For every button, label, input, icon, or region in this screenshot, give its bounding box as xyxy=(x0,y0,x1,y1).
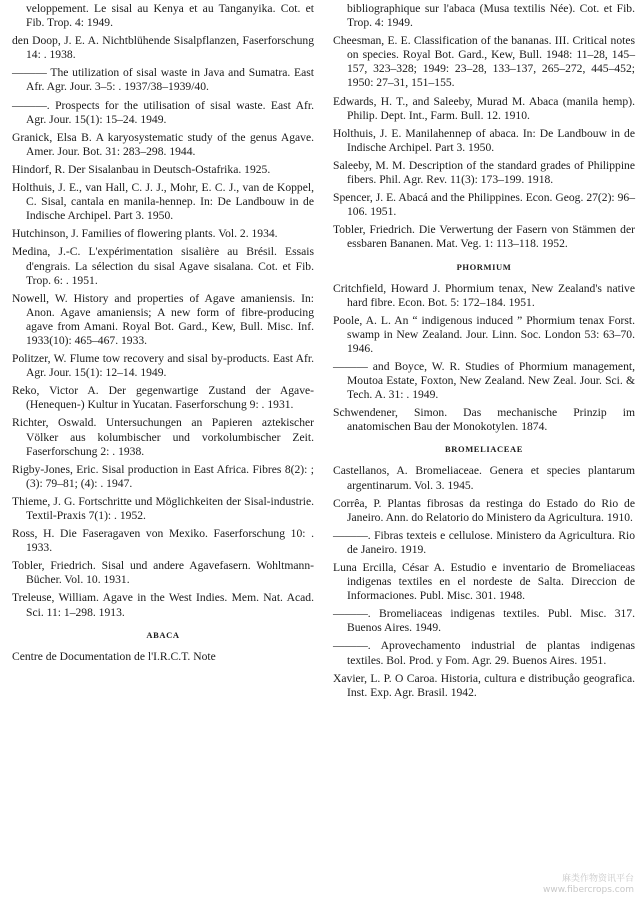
bibliography-entry: Centre de Documentation de l'I.R.C.T. Note xyxy=(12,649,216,663)
bibliography-entry-continuation: veloppement. Le sisal au Kenya et au Tanganyika. Cot. et Fib. Trop. 4: 1949. xyxy=(26,2,314,30)
bibliography-entry: ———. Fibras texteis e cellulose. Ministero da Agricultura. Rio de Janeiro. 1919. xyxy=(333,528,635,556)
bibliography-entry: Xavier, L. P. O Caroa. Historia, cultura e distribuçåo geografica. Inst. Exp. Agr. Brasil. 1942. xyxy=(333,671,635,699)
bibliography-entry: Holthuis, J. E. Manilahennep of abaca. In: De Landbouw in de Indische Archipel. Part 3. 1950. xyxy=(333,126,635,154)
bibliography-entry: Hindorf, R. Der Sisalanbau in Deutsch-Ostafrika. 1925. xyxy=(12,162,271,176)
bibliography-entry: Holthuis, J. E., van Hall, C. J. J., Mohr, E. C. J., van de Koppel, C. Sisal, cantala en manila-hennep. In: De Landbouw in de Indische Archipel. Part 3. 1950. xyxy=(12,181,314,223)
bibliography-entry: Granick, Elsa B. A karyosystematic study of the genus Agave. Amer. Jour. Bot. 31: 283–298. 1944. xyxy=(12,130,314,158)
section-heading: BROMELIACEAE xyxy=(444,444,524,455)
bibliography-entry: Richter, Oswald. Untersuchungen an Papieren aztekischer Völker aus kolumbischer und vorkolumbischer Zeit. Faserforschung 2: . 1938. xyxy=(12,416,314,458)
site-watermark xyxy=(543,874,634,896)
bibliography-entry: Rigby-Jones, Eric. Sisal production in East Africa. Fibres 8(2): ; (3): 79–81; (4): . 1947. xyxy=(12,462,314,490)
bibliography-entry: Hutchinson, J. Families of flowering plants. Vol. 2. 1934. xyxy=(12,227,278,241)
bibliography-entry: Corrêa, P. Plantas fibrosas da restinga do Estado do Rio de Janeiro. Ann. do Relatorio do Ministero da Agricultura. 1910. xyxy=(333,496,635,524)
bibliography-entry: Tobler, Friedrich. Die Verwertung der Fasern von Stämmen der essbaren Bananen. Mat. Veg. 1: 113–118. 1952. xyxy=(333,223,635,251)
bibliography-entry: Tobler, Friedrich. Sisal und andere Agavefasern. Wohltmann-Bücher. Vol. 10. 1931. xyxy=(12,559,314,587)
bibliography-entry: den Doop, J. E. A. Nichtblühende Sisalpflanzen, Faserforschung 14: . 1938. xyxy=(12,34,314,62)
bibliography-entry: Schwendener, Simon. Das mechanische Prinzip im anatomischen Bau der Monokotylen. 1874. xyxy=(333,406,635,434)
left-column xyxy=(12,2,314,668)
right-column xyxy=(333,2,635,704)
bibliography-entry: Spencer, J. E. Abacá and the Philippines. Econ. Geog. 27(2): 96–106. 1951. xyxy=(333,191,635,219)
section-heading: PHORMIUM xyxy=(456,261,512,272)
bibliography-entry: ——— and Boyce, W. R. Studies of Phormium management, Moutoa Estate, Foxton, New Zealand. New Zeal. Jour. Sci. & Tech. A. 31: . 1949. xyxy=(333,359,635,402)
bibliography-entry: Ross, H. Die Faseragaven von Mexiko. Faserforschung 10: . 1933. xyxy=(12,527,314,555)
bibliography-entry: Saleeby, M. M. Description of the standard grades of Philippine fibers. Phil. Agr. Rev. 11(3): 173–199. 1918. xyxy=(333,158,635,187)
watermark-line-1: 麻类作物资讯平台 xyxy=(561,874,634,884)
bibliography-entry: Treleuse, William. Agave in the West Indies. Mem. Nat. Acad. Sci. 11: 1–298. 1913. xyxy=(12,591,314,619)
bibliography-entry: Nowell, W. History and properties of Agave amaniensis. In: Anon. Agave amaniensis; A new form of fibre-producing agave from Amani. Royal Bot. Gard., Kew, Bull. Misc. Inf. 1933(10): 465–467. 1933. xyxy=(12,291,314,347)
bibliography-entry-continuation: bibliographique sur l'abaca (Musa textilis Née). Cot. et Fib. Trop. 4: 1949. xyxy=(347,2,635,30)
bibliography-entry: Cheesman, E. E. Classification of the bananas. III. Critical notes on species. Royal Bot. Gard., Kew, Bull. 1948: 11–28, 145–157, 323–328; 1949: 23–28, 133–137, 265–272, 445–452; 1950: 27–31, 151–155. xyxy=(333,34,635,90)
bibliography-entry: ———. Bromeliaceas indigenas textiles. Publ. Misc. 317. Buenos Aires. 1949. xyxy=(333,607,635,635)
watermark-line-2: www.fibercrops.com xyxy=(543,885,634,895)
bibliography-entry: ———. Prospects for the utilisation of sisal waste. East Afr. Agr. Jour. 15(1): 15–24. 1949. xyxy=(12,98,314,126)
bibliography-entry: Luna Ercilla, César A. Estudio e inventario de Bromeliaceas indigenas textiles en el nordeste de Salta. Direccion de Informaciones. Publ. Misc. 301. 1948. xyxy=(333,561,635,603)
bibliography-entry: ——— The utilization of sisal waste in Java and Sumatra. East Afr. Agr. Jour. 3–5: . 1937/38–1939/40. xyxy=(12,66,314,94)
section-heading: ABACA xyxy=(146,629,180,640)
bibliography-entry: Critchfield, Howard J. Phormium tenax, New Zealand's native hard fibre. Econ. Bot. 5: 172–184. 1951. xyxy=(333,281,635,309)
bibliography-entry: Thieme, J. G. Fortschritte und Möglichkeiten der Sisal-industrie. Textil-Praxis 7(1): . 1952. xyxy=(12,494,314,522)
bibliography-entry: ———. Aprovechamento industrial de plantas indigenas textiles. Bol. Prod. y Fom. Agr. 29. Buenos Aires. 1951. xyxy=(333,639,635,667)
bibliography-entry: Castellanos, A. Bromeliaceae. Genera et species plantarum argentinarum. Vol. 3. 1945. xyxy=(333,464,635,492)
bibliography-entry: Politzer, W. Flume tow recovery and sisal by-products. East Afr. Agr. Jour. 15(1): 12–14. 1949. xyxy=(12,352,314,380)
bibliography-entry: Edwards, H. T., and Saleeby, Murad M. Abaca (manila hemp). Philip. Dept. Int., Farm. Bull. 12. 1910. xyxy=(333,94,635,122)
bibliography-entry: Poole, A. L. An “ indigenous induced ” Phormium tenax Forst. swamp in New Zealand. Jour. Linn. Soc. London 53: 63–70. 1946. xyxy=(333,313,635,355)
bibliography-entry: Reko, Victor A. Der gegenwartige Zustand der Agave- (Henequen-) Kultur in Yucatan. Faserforschung 9: . 1931. xyxy=(12,384,314,412)
bibliography-entry: Medina, J.-C. L'expérimentation sisalière au Brésil. Essais d'engrais. La sélection du sisal Agave sisalana. Cot. et Fib. Trop. 6: . 1951. xyxy=(12,245,314,287)
